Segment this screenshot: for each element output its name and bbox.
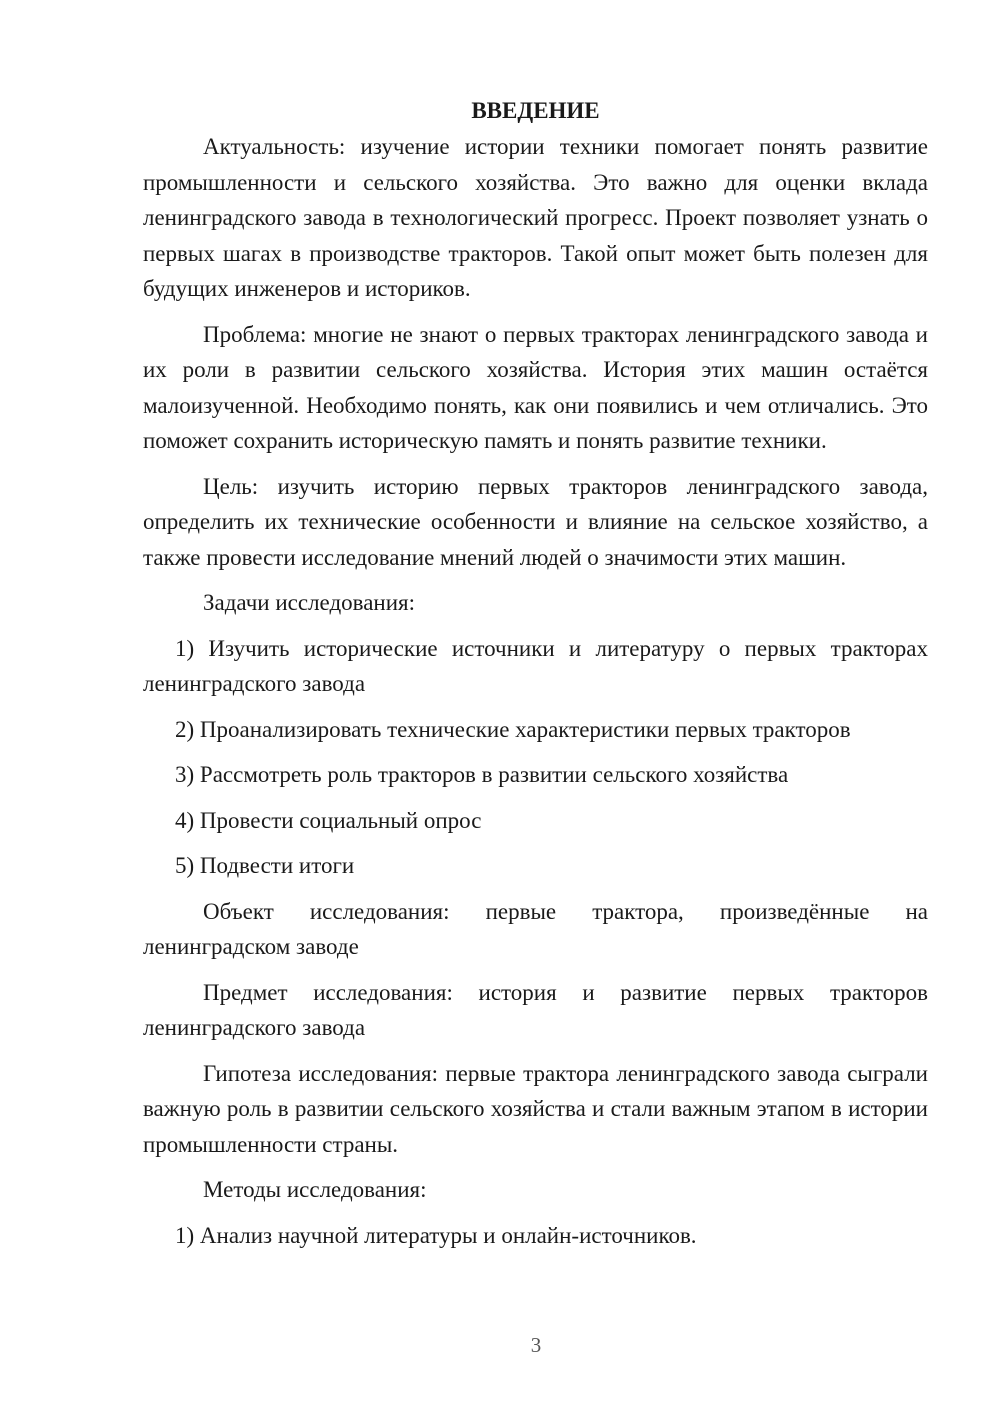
tasks-heading: Задачи исследования:: [203, 590, 416, 615]
relevance-paragraph: Актуальность: изучение истории техники помогает понять развитие промышленности и сельского хозяйства. Это важно для оценки вклада ленинградского завода в технологический прогресс. Проект позволяет узнать о первых шагах в производстве тракторов. Такой опыт может быть полезен для будущих инженеров и историков.: [143, 134, 928, 301]
task-item-3: 3) Рассмотреть роль тракторов в развитии сельского хозяйства: [175, 762, 789, 787]
document-body: [143, 93, 928, 1263]
methods-heading: Методы исследования:: [203, 1177, 427, 1202]
method-item-1: 1) Анализ научной литературы и онлайн-источников.: [175, 1222, 697, 1248]
problem-paragraph: Проблема: многие не знают о первых тракторах ленинградского завода и их роли в развитии сельского хозяйства. История этих машин остаётся малоизученной. Необходимо понять, как они появились и чем отличались. Это поможет сохранить историческую память и понять развитие техники.: [143, 321, 928, 453]
task-item-2: 2) Проанализировать технические характеристики первых тракторов: [175, 716, 851, 742]
object-paragraph: Объект исследования: первые трактора, произведённые на ленинградском заводе: [143, 898, 928, 959]
subject-paragraph: Предмет исследования: история и развитие первых тракторов ленинградского завода: [143, 979, 928, 1040]
goal-paragraph: Цель: изучить историю первых тракторов ленинградского завода, определить их технические особенности и влияние на сельское хозяйство, а также провести исследование мнений людей о значимости этих машин.: [143, 473, 928, 570]
page-number: 3: [530, 1333, 542, 1357]
page-title: ВВЕДЕНИЕ: [471, 98, 600, 123]
hypothesis-paragraph: Гипотеза исследования: первые трактора ленинградского завода сыграли важную роль в развитии сельского хозяйства и стали важным этапом в истории промышленности страны.: [143, 1060, 928, 1157]
task-item-5: 5) Подвести итоги: [175, 853, 355, 878]
task-item-4: 4) Провести социальный опрос: [175, 807, 482, 833]
task-item-1: 1) Изучить исторические источники и литературу о первых тракторах ленинградского завода: [143, 635, 928, 696]
